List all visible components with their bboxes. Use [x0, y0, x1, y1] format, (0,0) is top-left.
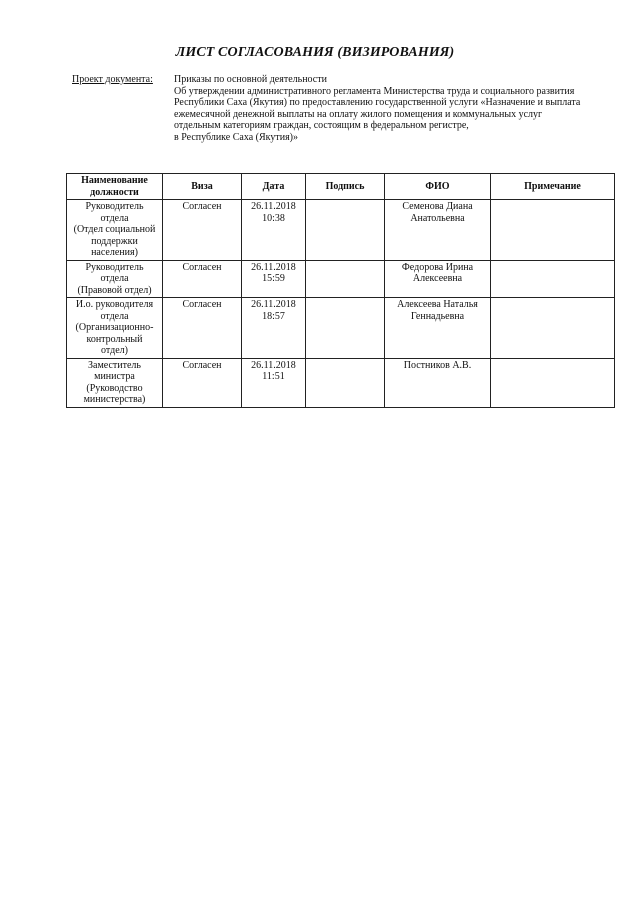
- table-row: [67, 260, 615, 298]
- cell-signature: [306, 358, 385, 407]
- cell-note: [491, 298, 615, 359]
- table-row: [67, 358, 615, 407]
- table-row: [67, 200, 615, 261]
- cell-position: Руководитель отдела (Отдел социальной поддержки населения): [67, 200, 163, 261]
- cell-visa: Согласен: [163, 200, 242, 261]
- header-visa: Виза: [163, 174, 242, 200]
- cell-note: [491, 358, 615, 407]
- cell-visa: Согласен: [163, 358, 242, 407]
- project-line: Республики Саха (Якутия) по предоставлению государственной услуги «Назначение и выплата: [174, 97, 581, 108]
- project-line: Об утверждении административного регламента Министерства труда и социального развития: [174, 85, 575, 97]
- cell-signature: [306, 200, 385, 261]
- approval-table: [66, 173, 615, 408]
- cell-visa: Согласен: [163, 260, 242, 298]
- project-line: ежемесячной денежной выплаты на оплату жилого помещения и коммунальных услуг: [174, 108, 543, 120]
- cell-position: И.о. руководителя отдела (Организационно- контрольный отдел): [67, 298, 163, 359]
- cell-visa: Согласен: [163, 298, 242, 359]
- cell-fio: Постников А.В.: [385, 358, 491, 407]
- cell-date: 26.11.2018 18:57: [242, 298, 306, 359]
- project-description: [174, 74, 614, 143]
- cell-fio: Алексеева Наталья Геннадьевна: [385, 298, 491, 359]
- header-signature: Подпись: [306, 174, 385, 200]
- cell-date: 26.11.2018 10:38: [242, 200, 306, 261]
- cell-position: Руководитель отдела (Правовой отдел): [67, 260, 163, 298]
- project-line: в Республике Саха (Якутия)»: [174, 131, 299, 143]
- cell-note: [491, 260, 615, 298]
- cell-fio: Федорова Ирина Алексеевна: [385, 260, 491, 298]
- cell-fio: Семенова Диана Анатольевна: [385, 200, 491, 261]
- cell-note: [491, 200, 615, 261]
- cell-position: Заместитель министра (Руководство министерства): [67, 358, 163, 407]
- cell-date: 26.11.2018 15:59: [242, 260, 306, 298]
- header-note: Примечание: [491, 174, 615, 200]
- table-row: [67, 298, 615, 359]
- table-header-row: [67, 174, 615, 200]
- header-fio: ФИО: [385, 174, 491, 200]
- header-date: Дата: [242, 174, 306, 200]
- header-position: Наименование должности: [67, 174, 163, 200]
- project-label: Проект документа:: [72, 74, 153, 85]
- cell-date: 26.11.2018 11:51: [242, 358, 306, 407]
- cell-signature: [306, 298, 385, 359]
- cell-signature: [306, 260, 385, 298]
- project-line: Приказы по основной деятельности: [174, 74, 327, 85]
- page-title: ЛИСТ СОГЛАСОВАНИЯ (ВИЗИРОВАНИЯ): [175, 45, 455, 60]
- project-line: отдельным категориям граждан, состоящим в федеральном регистре,: [174, 120, 469, 131]
